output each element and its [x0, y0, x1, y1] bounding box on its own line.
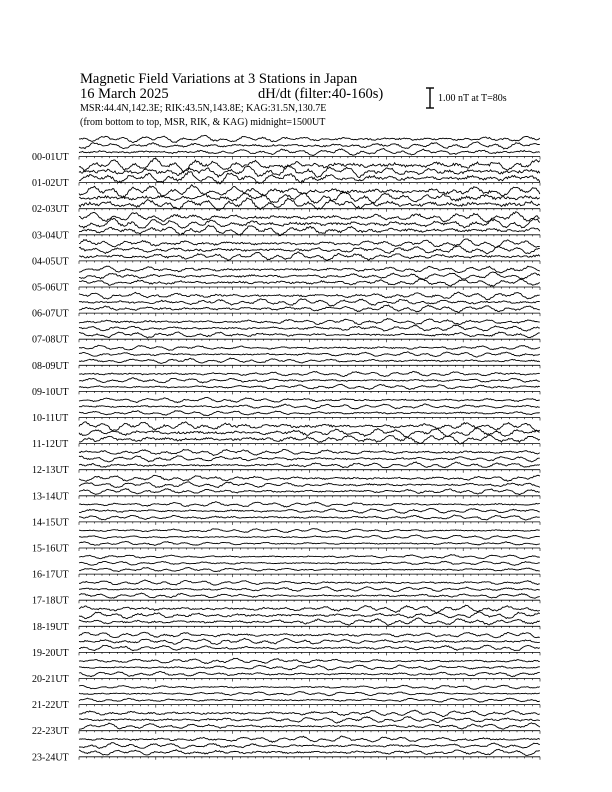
trace-kag	[79, 185, 540, 198]
trace-msr	[79, 618, 540, 625]
trace-rik	[79, 561, 540, 565]
trace-kag	[79, 345, 540, 350]
trace-msr	[79, 462, 540, 468]
trace-msr	[79, 698, 540, 702]
trace-rik	[79, 456, 540, 462]
trace-kag	[79, 736, 540, 742]
trace-msr	[79, 672, 540, 677]
trace-rik	[79, 587, 540, 592]
trace-rik	[79, 191, 540, 203]
hour-axis-ticks	[79, 731, 540, 734]
station-coordinates: MSR:44.4N,142.3E; RIK:43.5N,143.8E; KAG:31.5N,130.7E	[80, 103, 327, 114]
trace-msr	[79, 567, 540, 571]
hour-axis-ticks	[79, 548, 540, 551]
trace-rik	[79, 404, 540, 409]
trace-rik	[79, 325, 540, 331]
trace-msr	[79, 172, 540, 184]
trace-msr	[79, 723, 540, 730]
trace-kag	[79, 555, 540, 559]
hour-axis-ticks	[79, 339, 540, 342]
trace-kag	[79, 710, 540, 717]
trace-kag	[79, 529, 540, 533]
trace-kag	[79, 632, 540, 637]
trace-msr	[79, 541, 540, 545]
trace-msr	[79, 384, 540, 389]
trace-rik	[79, 299, 540, 306]
hour-label: 00-01UT	[32, 152, 69, 163]
hour-label: 04-05UT	[32, 256, 69, 268]
trace-kag	[79, 318, 540, 324]
scale-label: 1.00 nT at T=80s	[438, 93, 507, 104]
trace-msr	[79, 305, 540, 313]
hour-label: 11-12UT	[32, 439, 69, 451]
hour-axis-ticks	[79, 157, 540, 160]
trace-kag	[79, 292, 540, 299]
hour-axis-ticks	[79, 313, 540, 316]
trace-kag	[79, 475, 540, 481]
chart-title: Magnetic Field Variations at 3 Stations in Japan	[80, 71, 358, 87]
chart-date: 16 March 2025	[80, 86, 169, 102]
hour-label: 23-24UT	[32, 752, 69, 764]
hour-label: 17-18UT	[32, 595, 69, 607]
trace-rik	[79, 352, 540, 357]
hour-label: 06-07UT	[32, 308, 69, 320]
trace-rik	[79, 535, 540, 539]
hour-axis-ticks	[79, 574, 540, 577]
trace-msr	[79, 148, 540, 155]
trace-msr	[79, 279, 540, 286]
hour-label: 16-17UT	[32, 569, 69, 581]
hour-axis-ticks	[79, 652, 540, 655]
hour-axis-ticks	[79, 235, 540, 238]
hour-axis-ticks	[79, 261, 540, 264]
trace-rik	[79, 378, 540, 383]
hour-axis-ticks	[79, 444, 540, 447]
trace-rik	[79, 717, 540, 723]
hour-label: 15-16UT	[32, 543, 69, 555]
trace-rik	[79, 428, 540, 437]
trace-kag	[79, 605, 540, 612]
hour-label: 07-08UT	[32, 334, 69, 346]
trace-rik	[79, 246, 540, 254]
trace-rik	[79, 142, 540, 149]
trace-msr	[79, 435, 540, 444]
hour-axis-ticks	[79, 496, 540, 499]
trace-kag	[79, 685, 540, 689]
hour-label: 13-14UT	[32, 491, 69, 503]
hour-axis-ticks	[79, 391, 540, 394]
trace-msr	[79, 515, 540, 520]
hour-label: 09-10UT	[32, 386, 69, 398]
hour-label: 12-13UT	[32, 465, 69, 477]
hour-axis-ticks	[79, 600, 540, 603]
trace-rik	[79, 665, 540, 670]
hour-label: 02-03UT	[32, 204, 69, 216]
hour-axis-ticks	[79, 209, 540, 212]
trace-kag	[79, 158, 540, 171]
chart-quantity: dH/dt (filter:40-160s)	[258, 86, 384, 102]
trace-kag	[79, 239, 540, 248]
trace-rik	[79, 692, 540, 696]
trace-msr	[79, 252, 540, 260]
trace-rik	[79, 743, 540, 749]
trace-msr	[79, 489, 540, 495]
hour-axis-ticks	[79, 365, 540, 368]
hour-axis-ticks	[79, 626, 540, 629]
trace-kag	[79, 658, 540, 663]
trace-kag	[79, 135, 540, 142]
trace-rik	[79, 165, 540, 178]
trace-kag	[79, 502, 540, 508]
trace-msr	[79, 358, 540, 363]
trace-rik	[79, 508, 540, 513]
trace-kag	[79, 397, 540, 402]
hour-label: 08-09UT	[32, 360, 69, 372]
station-order-note: (from bottom to top, MSR, RIK, & KAG) midnight=1500UT	[80, 117, 326, 128]
hour-axis-ticks	[79, 705, 540, 708]
hour-axis-ticks	[79, 470, 540, 473]
trace-kag	[79, 580, 540, 585]
trace-rik	[79, 612, 540, 619]
trace-msr	[79, 593, 540, 598]
hour-label: 01-02UT	[32, 178, 69, 190]
trace-msr	[79, 645, 540, 650]
hour-label: 10-11UT	[32, 413, 69, 424]
hour-label: 14-15UT	[32, 517, 69, 529]
hour-axis-ticks	[79, 287, 540, 290]
trace-msr	[79, 749, 540, 755]
trace-kag	[79, 371, 540, 376]
hour-axis-ticks	[79, 418, 540, 421]
trace-kag	[79, 449, 540, 455]
trace-rik	[79, 638, 540, 644]
hour-axis-ticks	[79, 757, 540, 760]
trace-kag	[79, 266, 540, 273]
hour-label: 20-21UT	[32, 674, 69, 685]
trace-msr	[79, 225, 540, 235]
hour-label: 22-23UT	[32, 726, 69, 738]
trace-kag	[79, 422, 540, 431]
hour-axis-ticks	[79, 183, 540, 186]
trace-msr	[79, 411, 540, 416]
hour-label: 19-20UT	[32, 647, 69, 659]
hour-label: 18-19UT	[32, 621, 69, 633]
trace-msr	[79, 332, 540, 338]
hour-label: 03-04UT	[32, 230, 69, 242]
trace-rik	[79, 272, 540, 280]
hour-label: 05-06UT	[32, 282, 69, 294]
hour-axis-ticks	[79, 679, 540, 682]
trace-rik	[79, 482, 540, 488]
trace-kag	[79, 212, 540, 223]
hour-axis-ticks	[79, 522, 540, 525]
hour-label: 21-22UT	[32, 700, 69, 712]
